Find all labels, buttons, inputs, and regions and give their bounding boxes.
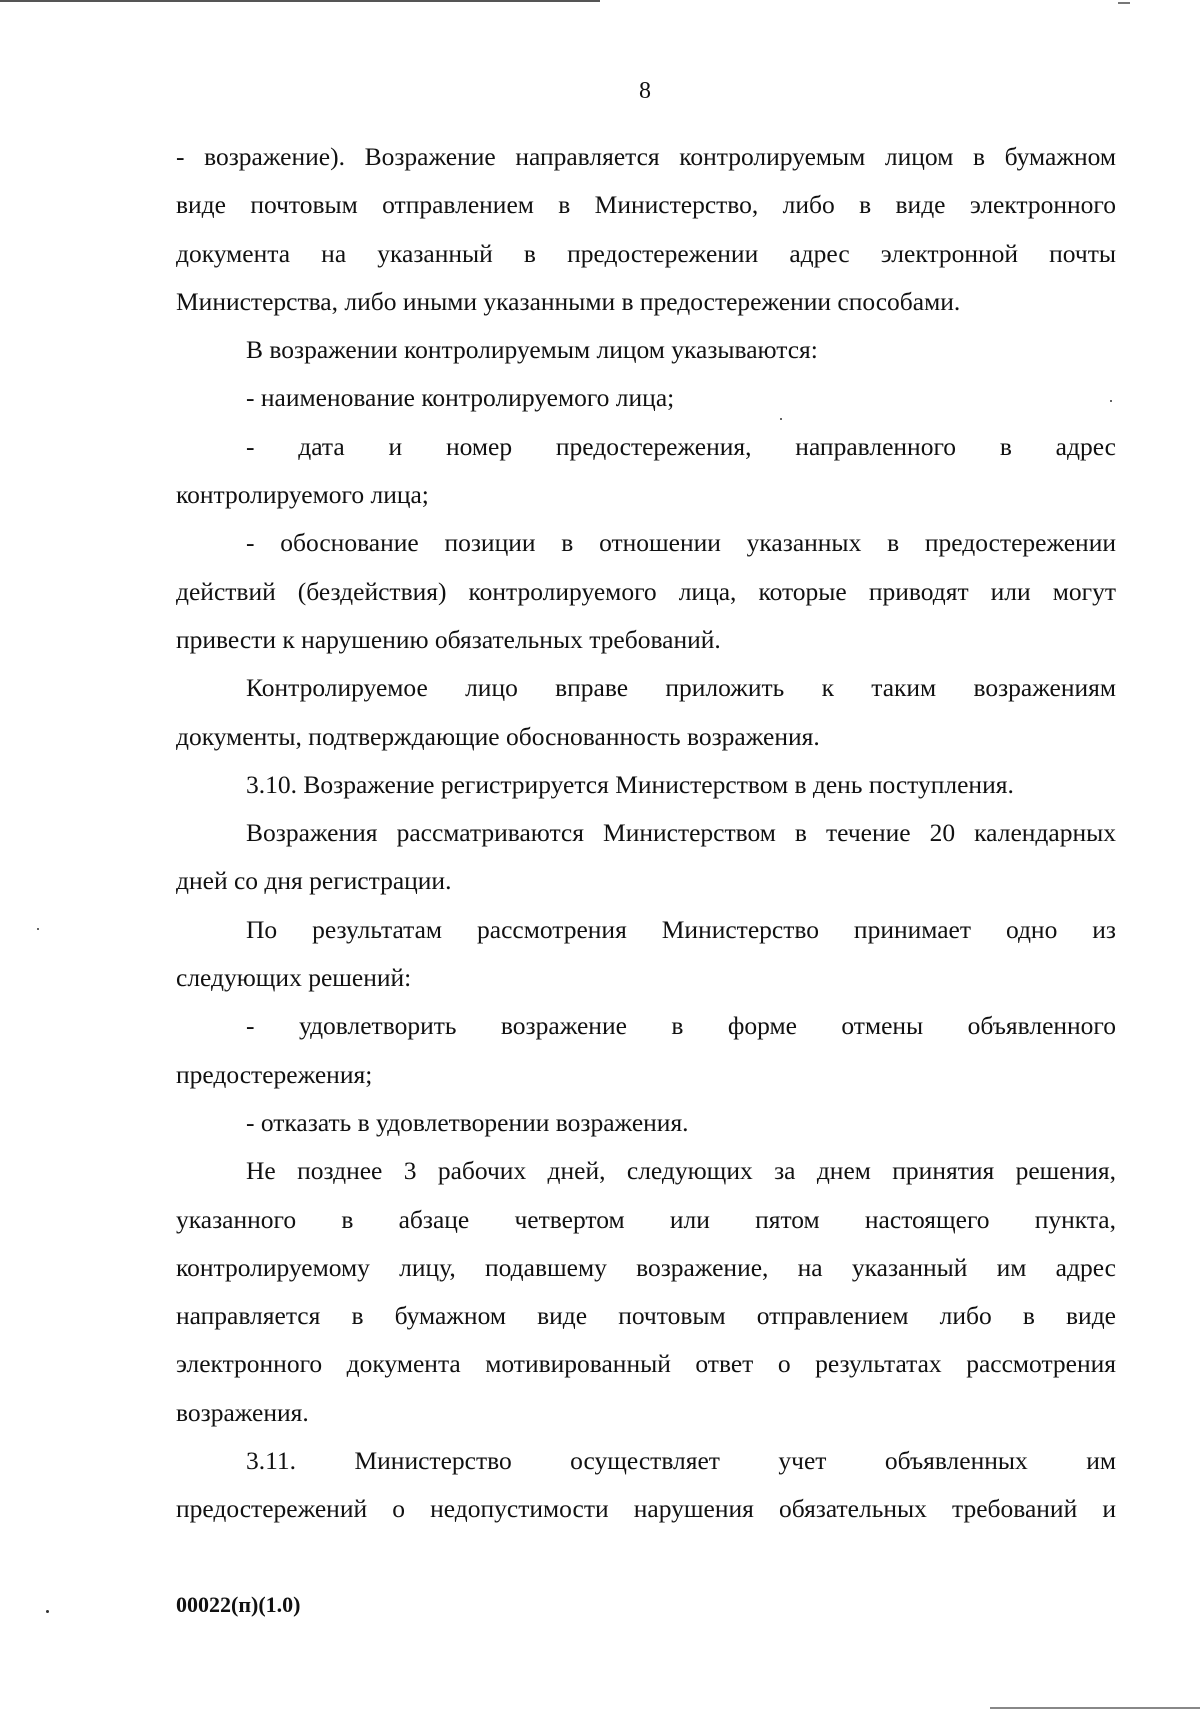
scan-speck <box>1110 400 1112 402</box>
text-line: действий (бездействия) контролируемого лица, которые приводят или могут <box>176 576 1116 606</box>
text-line: В возражении контролируемым лицом указываются: <box>246 335 818 365</box>
text-line: 3.11. Министерство осуществляет учет объявленных им <box>246 1446 1116 1476</box>
text-line: возражения. <box>176 1397 309 1427</box>
document-code: 00022(п)(1.0) <box>176 1592 301 1617</box>
text-line: виде почтовым отправлением в Министерство, либо в виде электронного <box>176 190 1116 220</box>
text-line: дней со дня регистрации. <box>176 866 452 896</box>
text-line: следующих решений: <box>176 963 412 993</box>
text-line: 3.10. Возражение регистрируется Министерством в день поступления. <box>246 769 1014 799</box>
text-line: документа на указанный в предостережении адрес электронной почты <box>176 238 1116 268</box>
text-line: - наименование контролируемого лица; <box>246 383 675 413</box>
text-line: указанного в абзаце четвертом или пятом настоящего пункта, <box>176 1204 1116 1234</box>
text-line: привести к нарушению обязательных требований. <box>176 624 721 654</box>
text-line: Министерства, либо иными указанными в предостережении способами. <box>176 286 961 316</box>
text-line: - обоснование позиции в отношении указанных в предостережении <box>246 528 1116 558</box>
text-line: направляется в бумажном виде почтовым отправлением либо в виде <box>176 1301 1116 1331</box>
document-body <box>176 133 1116 1534</box>
text-line: Возражения рассматриваются Министерством в течение 20 календарных <box>246 818 1116 848</box>
page-number: 8 <box>639 78 651 104</box>
text-line: - возражение). Возражение направляется контролируемым лицом в бумажном <box>176 142 1116 171</box>
text-line: контролируемому лицу, подавшему возражение, на указанный им адрес <box>176 1252 1116 1282</box>
text-line: - удовлетворить возражение в форме отмены объявленного <box>246 1011 1116 1041</box>
text-line: предостережений о недопустимости нарушения обязательных требований и <box>176 1494 1116 1524</box>
scan-speck <box>46 1610 49 1613</box>
text-line: - отказать в удовлетворении возражения. <box>246 1107 689 1137</box>
scan-speck <box>37 928 39 930</box>
text-line: - дата и номер предостережения, направленного в адрес <box>246 431 1116 461</box>
scan-edge-bottom-right <box>990 1707 1200 1709</box>
scan-edge-top <box>0 0 600 2</box>
text-line: документы, подтверждающие обоснованность возражения. <box>176 721 820 751</box>
text-line: предостережения; <box>176 1059 373 1089</box>
text-line: По результатам рассмотрения Министерство принимает одно из <box>246 914 1116 944</box>
text-line: контролируемого лица; <box>176 480 429 510</box>
scan-speck <box>780 418 782 420</box>
text-line: Контролируемое лицо вправе приложить к таким возражениям <box>246 673 1116 703</box>
scan-edge-top-right <box>1118 2 1130 4</box>
text-line: электронного документа мотивированный ответ о результатах рассмотрения <box>176 1349 1116 1379</box>
text-line: Не позднее 3 рабочих дней, следующих за днем принятия решения, <box>246 1156 1116 1186</box>
